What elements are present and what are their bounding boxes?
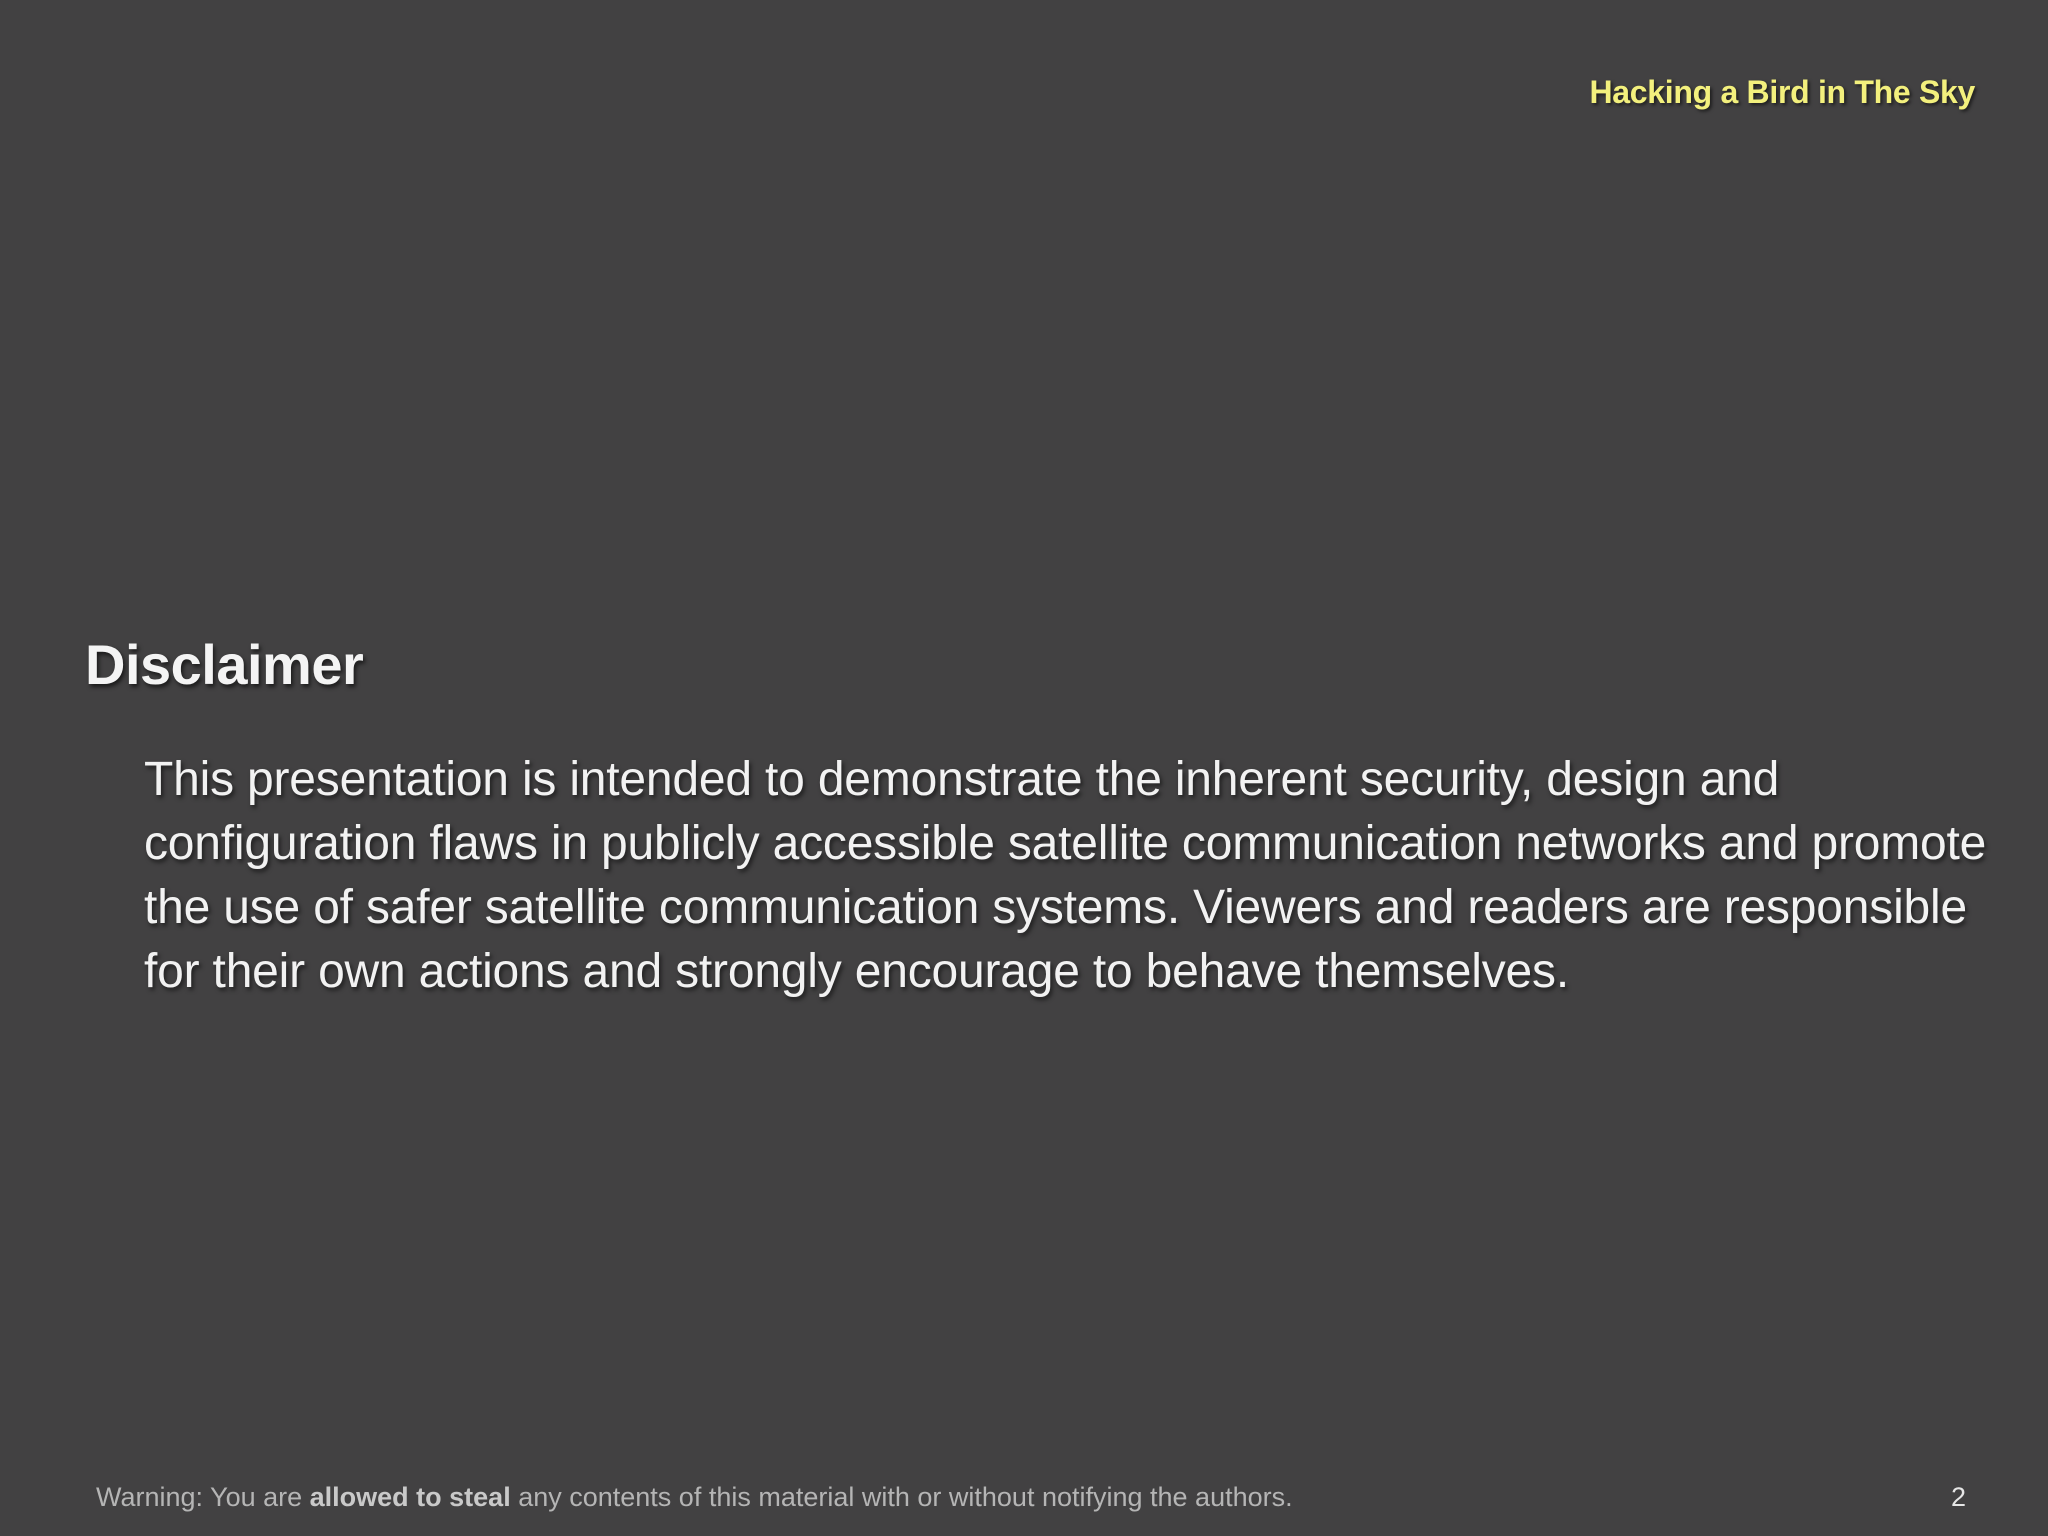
footer-warning-prefix: Warning: You are [96,1482,310,1512]
footer-warning-bold: allowed to steal [309,1482,511,1512]
page-number: 2 [1950,1482,1966,1512]
footer-warning-suffix: any contents of this material with or without notifying the authors. [510,1482,1293,1512]
disclaimer-text: This presentation is intended to demonstrate the inherent security, design and configuration flaws in publicly accessible satellite communication networks and promote the use of safer satellite communication systems. Viewers and readers are responsible for their own actions and strongly encourage to behave themselves. [144,753,1987,998]
slide-heading: Disclaimer [85,633,364,696]
footer-warning [96,1482,1293,1513]
deck-title: Hacking a Bird in The Sky [1589,74,1975,110]
